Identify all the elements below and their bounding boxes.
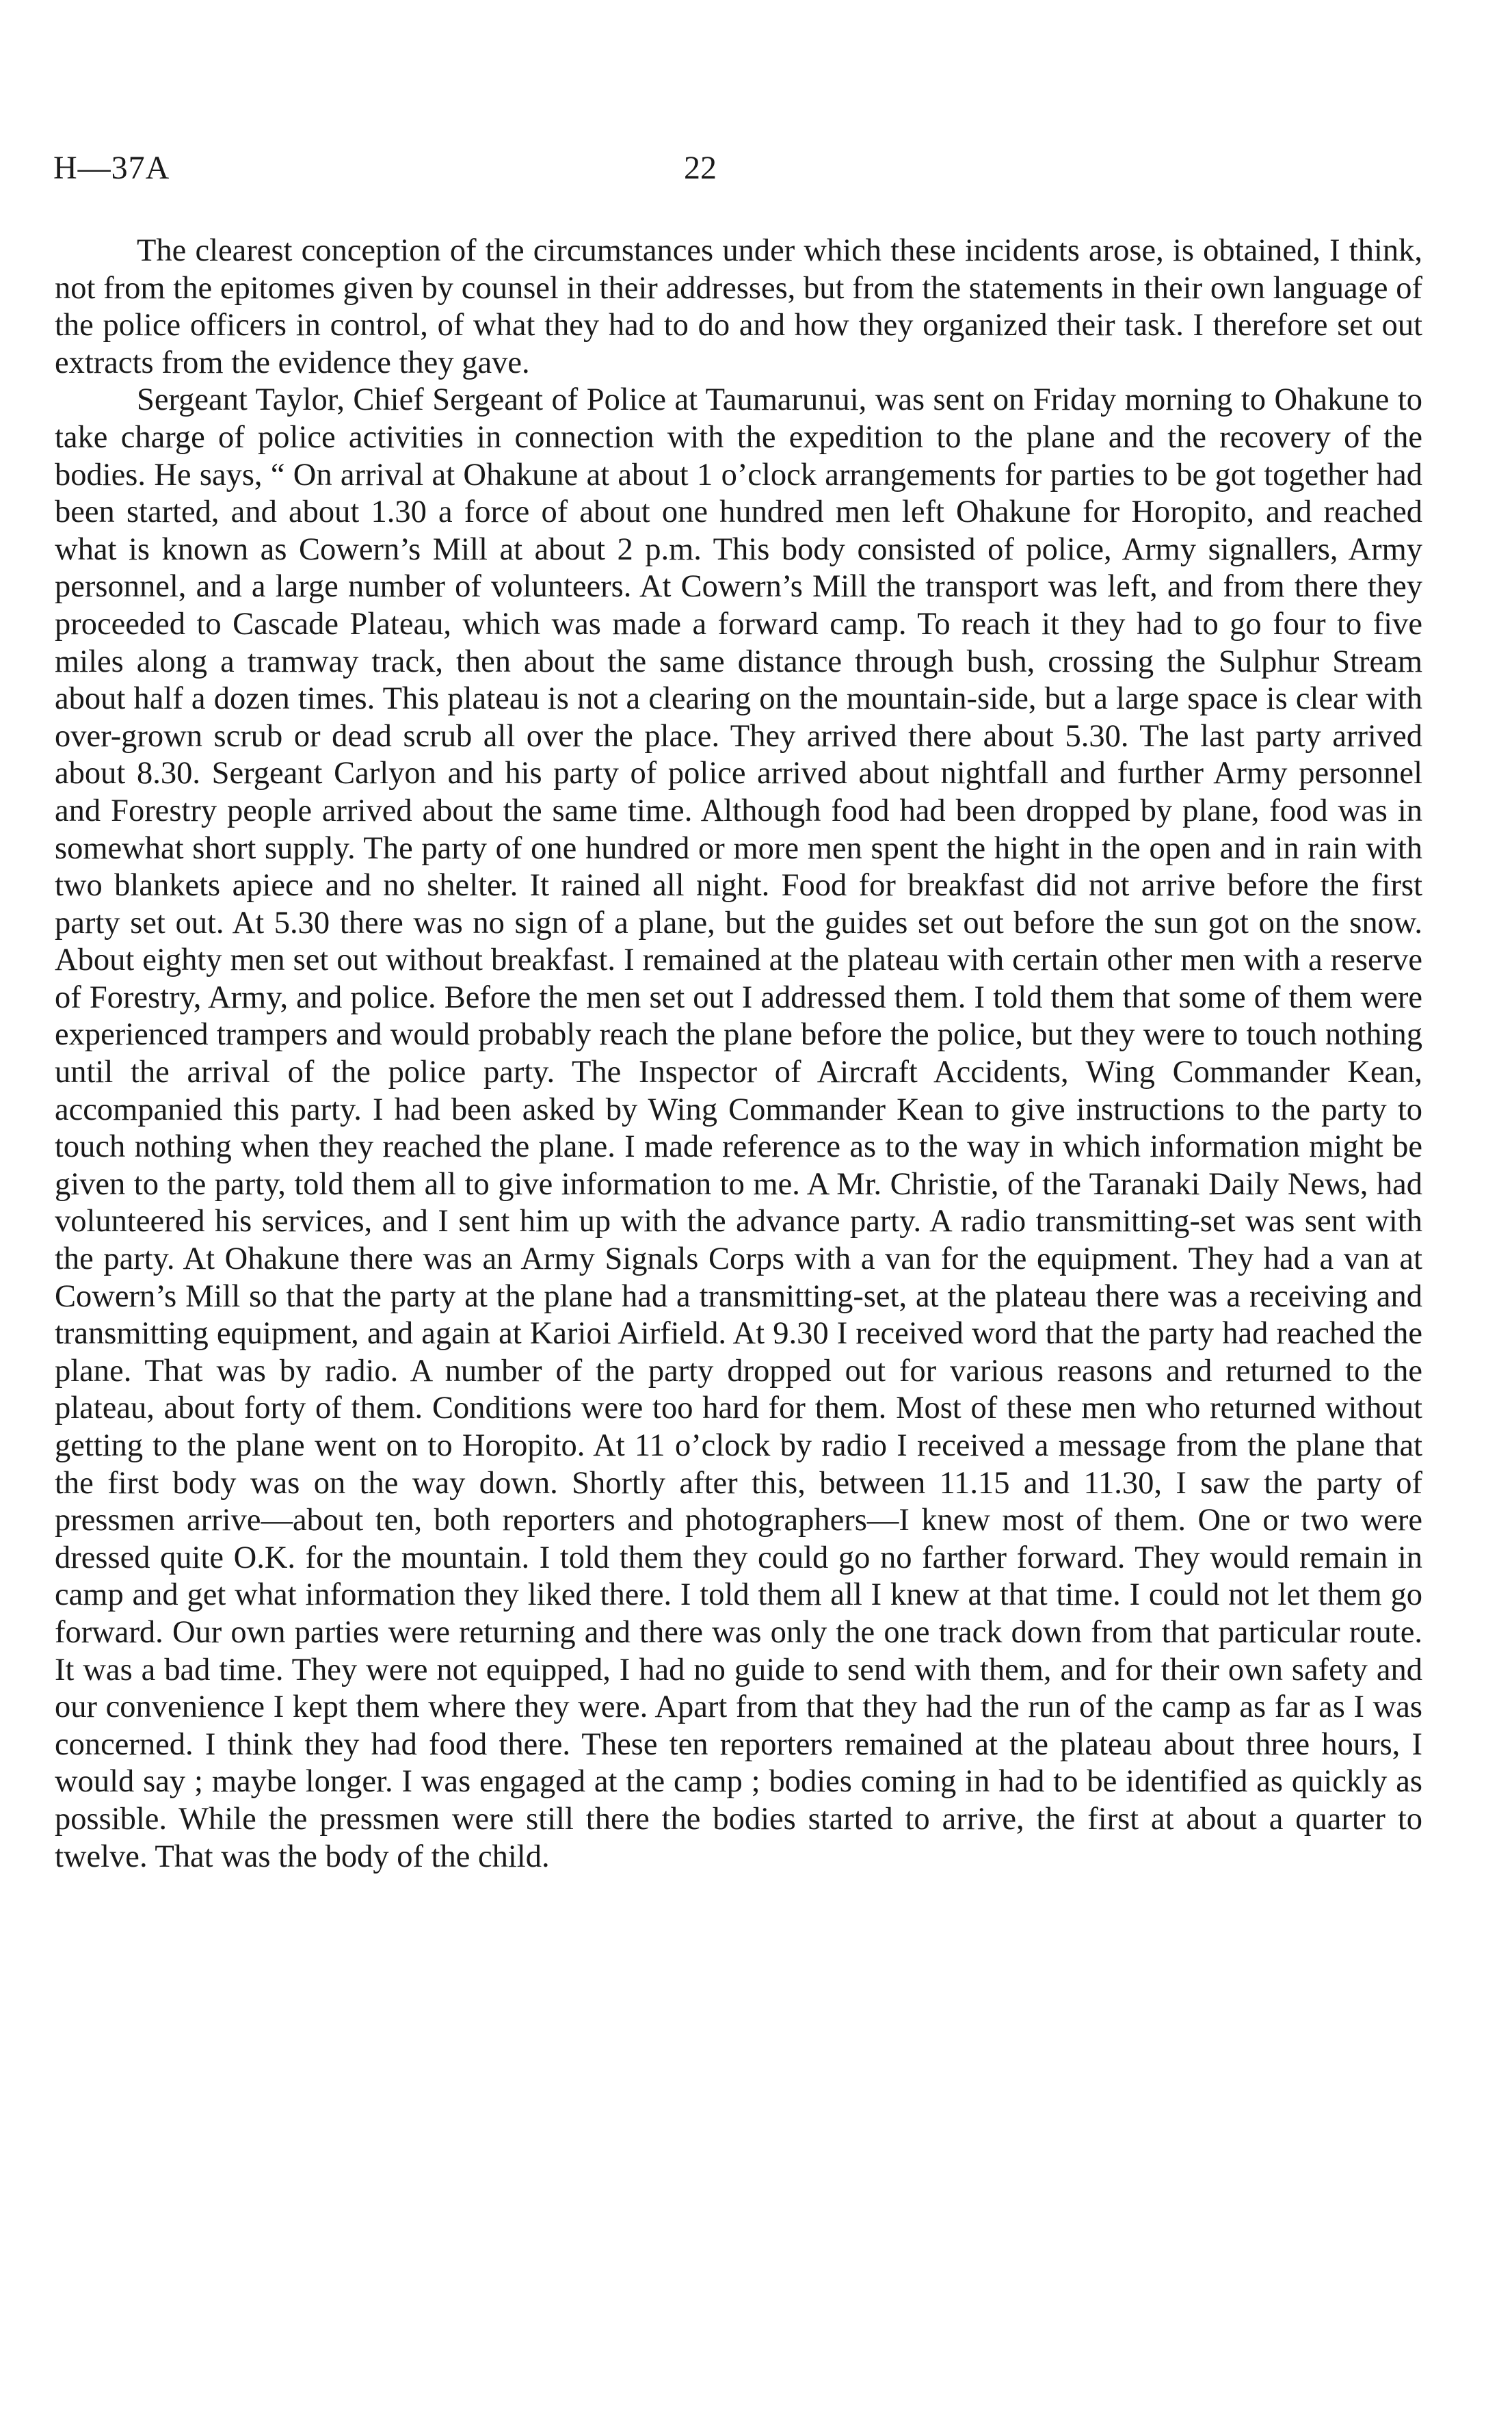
body-text [55, 233, 1422, 1876]
page-number: 22 [684, 150, 717, 186]
paragraph-intro: The clearest conception of the circumstances under which these incidents arose, is obtained, I think, not from the epitomes given by counsel in their addresses, but from the statements in their own language of the police officers in control, of what they had to do and how they organized their task. I therefore set out extracts from the evidence they gave. [55, 233, 1422, 380]
document-reference: H—37A [53, 150, 170, 186]
paragraph-taylor-evidence: Sergeant Taylor, Chief Sergeant of Police at Taumarunui, was sent on Friday morning to Ohakune to take charge of police activities in connection with the expedition to the plane and the recovery of the bodies. He says, “ On arrival at Ohakune at about 1 o’clock arrangements for parties to be got together had been started, and about 1.30 a force of about one hundred men left Ohakune for Horopito, and reached what is known as Cowern’s Mill at about 2 p.m. This body consisted of police, Army signallers, Army personnel, and a large number of volunteers. At Cowern’s Mill the transport was left, and from there they proceeded to Cascade Plateau, which was made a forward camp. To reach it they had to go four to five miles along a tramway track, then about the same distance through bush, crossing the Sulphur Stream about half a dozen times. This plateau is not a clearing on the mountain-side, but a large space is clear with over-grown scrub or dead scrub all over the place. They arrived there about 5.30. The last party arrived about 8.30. Sergeant Carlyon and his party of police arrived about nightfall and further Army personnel and Forestry people arrived about the same time. Although food had been dropped by plane, food was in somewhat short supply. The party of one hundred or more men spent the hight in the open and in rain with two blankets apiece and no shelter. It rained all night. Food for breakfast did not arrive before the first party set out. At 5.30 there was no sign of a plane, but the guides set out before the sun got on the snow. About eighty men set out without breakfast. I remained at the plateau with certain other men with a reserve of Forestry, Army, and police. Before the men set out I addressed them. I told them that some of them were experienced trampers and would probably reach the plane before the police, but they were to touch nothing until the arrival of the police party. The Inspector of Aircraft Accidents, Wing Commander Kean, accompanied this party. I had been asked by Wing Commander Kean to give instructions to the party to touch nothing when they reached the plane. I made reference as to the way in which information might be given to the party, told them all to give information to me. A Mr. Christie, of the Taranaki Daily News, had volunteered his services, and I sent him up with the advance party. A radio transmitting-set was sent with the party. At Ohakune there was an Army Signals Corps with a van for the equipment. They had a van at Cowern’s Mill so that the party at the plane had a transmitting-set, at the plateau there was a receiving and transmitting equipment, and again at Karioi Airfield. At 9.30 I received word that the party had reached the plane. That was by radio. A number of the party dropped out for various reasons and returned to the plateau, about forty of them. Conditions were too hard for them. Most of these men who returned without getting to the plane went on to Horopito. At 11 o’clock by radio I received a message from the plane that the first body was on the way down. Shortly after this, between 11.15 and 11.30, I saw the party of pressmen arrive—about ten, both reporters and photographers—I knew most of them. One or two were dressed quite O.K. for the mountain. I told them they could go no farther forward. They would remain in camp and get what information they liked there. I told them all I knew at that time. I could not let them go forward. Our own parties were returning and there was only the one track down from that particular route. It was a bad time. They were not equipped, I had no guide to send with them, and for their own safety and our convenience I kept them where they were. Apart from that they had the run of the camp as far as I was concerned. I think they had food there. These ten reporters remained at the plateau about three hours, I would say ; maybe longer. I was engaged at the camp ; bodies coming in had to be identified as quickly as possible. While the pressmen were still there the bodies started to arrive, the first at about a quarter to twelve. That was the body of the child. [55, 382, 1422, 1874]
page-header [53, 149, 1455, 190]
